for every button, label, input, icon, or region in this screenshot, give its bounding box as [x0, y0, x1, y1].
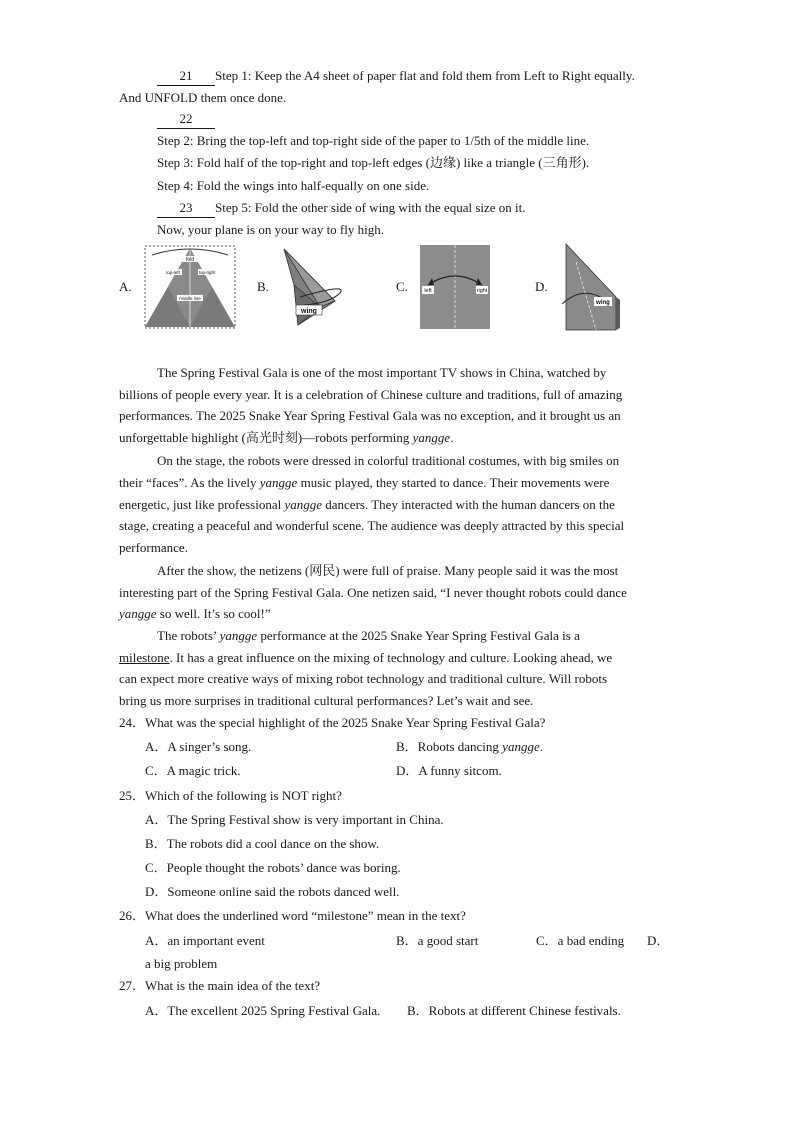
p2-line3-yangge: yangge [284, 497, 323, 512]
q25-option-a[interactable]: A．The Spring Festival show is very important in China. [145, 812, 444, 827]
q26-option-a[interactable]: A．an important event [145, 933, 265, 948]
q24-stem: 24．What was the special highlight of the 2025 Snake Year Spring Festival Gala? [119, 715, 546, 730]
p1-line4-end: . [450, 430, 454, 445]
step3-text: Step 3: Fold half of the top-right and top-left edges (边缘) like a triangle (三角形). [157, 155, 590, 170]
figure-c-right-text: right [476, 288, 488, 294]
passage-p2-line1: On the stage, the robots were dressed in colorful traditional costumes, with big smiles on [157, 453, 620, 468]
figure-d-wing-text: wing [596, 300, 610, 306]
figure-c-illustration [420, 245, 490, 329]
q26-option-d-continued[interactable]: a big problem [145, 956, 218, 971]
step1-line [157, 67, 635, 86]
closing-text: Now, your plane is on your way to fly high. [157, 222, 384, 237]
figure-c-label[interactable]: C. [396, 279, 408, 294]
passage-p1-line1: The Spring Festival Gala is one of the most important TV shows in China, watched by [157, 365, 607, 380]
q25-stem: 25．Which of the following is NOT right? [119, 788, 342, 803]
q27-option-a[interactable]: A．The excellent 2025 Spring Festival Gala. [145, 1003, 381, 1018]
passage-p3-line2: interesting part of the Spring Festival Gala. One netizen said, “I never thought robots could dance [119, 585, 627, 600]
figure-b-illustration [280, 245, 350, 327]
figure-d-illustration [562, 242, 622, 332]
milestone-underlined-word: milestone [119, 650, 170, 665]
q25-option-b[interactable]: B．The robots did a cool dance on the show. [145, 836, 380, 851]
p2-line2-text: their “faces”. As the lively [119, 475, 260, 490]
p2-line2-yangge: yangge [259, 475, 298, 490]
p4-line2-text: . It has a great influence on the mixing of technology and culture. Looking ahead, we [169, 650, 613, 665]
figure-b-wing-text: wing [301, 308, 317, 315]
figure-b-label[interactable]: B. [257, 279, 269, 294]
step5-text: Step 5: Fold the other side of wing with the equal size on it. [215, 200, 526, 215]
step5-line [157, 199, 526, 218]
q24-option-b-end: . [539, 739, 543, 754]
p4-line1-end: performance at the 2025 Snake Year Spring Festival Gala is a [257, 628, 580, 643]
p1-line4-text: unforgettable highlight (高光时刻)—robots performing [119, 430, 413, 445]
passage-p1-line4 [119, 429, 453, 447]
figure-a-middle-line-text: middle line [179, 296, 201, 301]
step2-text: Step 2: Bring the top-left and top-right side of the paper to 1/5th of the middle line. [157, 133, 590, 148]
p3-line3-text: so well. It’s so cool!” [156, 606, 271, 621]
figure-a-fold-text: fold [185, 257, 195, 263]
figure-a-label[interactable]: A. [119, 279, 132, 294]
step1-text: Step 1: Keep the A4 sheet of paper flat and fold them from Left to Right equally. [215, 68, 635, 83]
step4-text: Step 4: Fold the wings into half-equally on one side. [157, 178, 430, 193]
figure-d-label[interactable]: D. [535, 279, 548, 294]
passage-p4-line2 [119, 649, 612, 667]
figure-c-left-text: left [424, 288, 432, 294]
q26-option-c[interactable]: C．a bad ending [536, 933, 625, 948]
q24-option-b-text: B．Robots dancing [396, 739, 503, 754]
passage-p2-line4: stage, creating a peaceful and wonderful scene. The audience was deeply attracted by this special [119, 518, 625, 533]
q26-option-b[interactable]: B．a good start [396, 933, 479, 948]
p2-line2-end: music played, they started to dance. Their movements were [297, 475, 610, 490]
passage-p3-line1: After the show, the netizens (网民) were full of praise. Many people said it was the most [157, 563, 619, 578]
q24-option-a[interactable]: A．A singer’s song. [145, 739, 252, 754]
q24-option-b-yangge: yangge [502, 739, 540, 754]
figure-a-top-right-text: top-right [198, 270, 216, 275]
figure-a-illustration [144, 245, 236, 329]
passage-p4-line3: can expect more creative ways of mixing robot technology and traditional culture. Will robots [119, 671, 608, 686]
q25-option-c[interactable]: C．People thought the robots’ dance was boring. [145, 860, 401, 875]
figure-a-top-left-text: top-left [166, 270, 180, 275]
passage-p2-line5: performance. [119, 540, 188, 555]
step1-continued: And UNFOLD them once done. [119, 90, 287, 105]
q26-option-d[interactable]: D． [647, 933, 670, 948]
blank-22[interactable]: 22 [157, 110, 215, 129]
p3-line3-yangge: yangge [119, 606, 157, 621]
q24-option-d[interactable]: D．A funny sitcom. [396, 763, 502, 778]
p2-line3-end: dancers. They interacted with the human dancers on the [322, 497, 615, 512]
q24-option-c[interactable]: C．A magic trick. [145, 763, 241, 778]
q27-stem: 27．What is the main idea of the text? [119, 978, 321, 993]
passage-p4-line1 [157, 627, 580, 645]
passage-p1-line3: performances. The 2025 Snake Year Spring Festival Gala was no exception, and it brought us an [119, 408, 621, 423]
passage-p4-line4: bring us more surprises in traditional cultural performances? Let’s wait and see. [119, 693, 534, 708]
passage-p2-line3 [119, 496, 615, 514]
blank-23[interactable]: 23 [157, 199, 215, 218]
p4-line1-text: The robots’ [157, 628, 220, 643]
p2-line3-text: energetic, just like professional [119, 497, 285, 512]
q26-stem: 26．What does the underlined word “milestone” mean in the text? [119, 908, 466, 923]
blank-21[interactable]: 21 [157, 67, 215, 86]
passage-p1-line2: billions of people every year. It is a celebration of Chinese culture and traditions, full of amazing [119, 387, 623, 402]
step-blank-22-line [157, 110, 215, 129]
p1-line4-yangge: yangge [412, 430, 451, 445]
q24-option-b[interactable] [396, 738, 543, 756]
passage-p2-line2 [119, 474, 609, 492]
p4-line1-yangge: yangge [219, 628, 258, 643]
q25-option-d[interactable]: D．Someone online said the robots danced well. [145, 884, 400, 899]
passage-p3-line3 [119, 605, 271, 623]
q27-option-b[interactable]: B．Robots at different Chinese festivals. [407, 1003, 621, 1018]
